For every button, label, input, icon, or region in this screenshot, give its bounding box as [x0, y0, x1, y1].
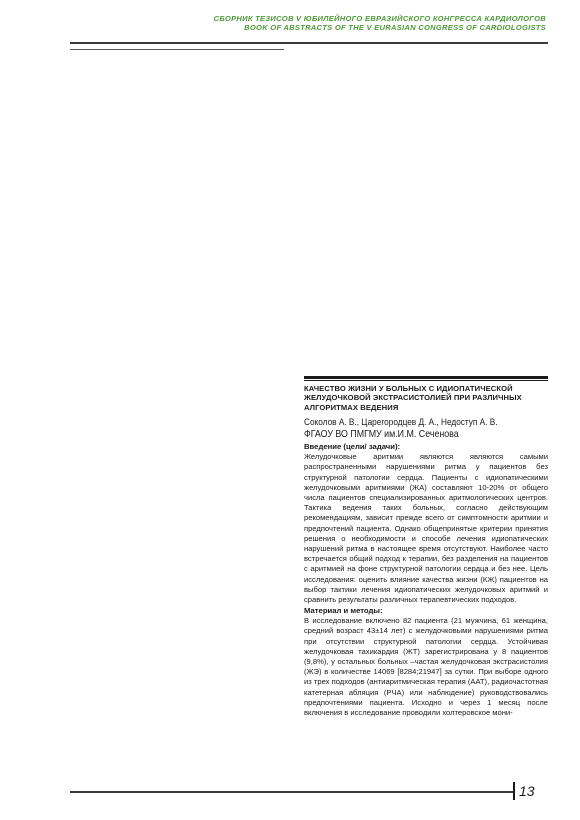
page-number: 13 [519, 783, 535, 799]
running-header [214, 14, 546, 32]
title-rule-thick [304, 376, 548, 379]
left-column-divider [70, 49, 284, 50]
title-rule-thin [304, 380, 548, 381]
abstract-title: КАЧЕСТВО ЖИЗНИ У БОЛЬНЫХ С ИДИОПАТИЧЕСКОЙ ЖЕЛУДОЧКОВОЙ ЭКСТРАСИСТОЛИЕЙ ПРИ РАЗЛИЧНЫХ АЛГОРИТМАХ ВЕДЕНИЯ [304, 384, 522, 412]
methods-heading: Материал и методы: [304, 606, 383, 616]
abstract-authors: Соколов А. В., Царегородцев Д. А., Недоступ А. В. [304, 417, 498, 429]
abstract-column [304, 376, 548, 718]
header-divider [70, 42, 548, 44]
footer-divider [70, 791, 513, 793]
header-title-ru: СБОРНИК ТЕЗИСОВ V ЮБИЛЕЙНОГО ЕВРАЗИЙСКОГО КОНГРЕССА КАРДИОЛОГОВ [213, 14, 546, 23]
header-title-en: BOOK OF ABSTRACTS OF THE V EURASIAN CONGRESS OF CARDIOLOGISTS [244, 23, 546, 32]
abstract-affiliation: ФГАОУ ВО ПМГМУ им.И.М. Сеченова [304, 429, 459, 441]
methods-paragraph: В исследование включено 82 пациента (21 мужчина, 61 женщина, средний возраст 43±14 лет) с желудочковыми нарушениями ритма при отсутствии структурной патологии сердца. Устойчивая желудочковая тахикардия (ЖТ) зарегистрирована у 8 пациентов (9,8%), у остальных больных –частая желудочковая экстрасистолия (ЖЭ) в количестве 14069 [8284;21947] за сутки. При выборе одного из трех подходов (антиаритмическая терапия (ААТ), радиочастотная катетерная абляция (РЧА) или наблюдение) руководствовались предпочтениями пациента. Исходно и через 1 месяц после включения в исследование проводили холтеровское мони- [304, 616, 548, 718]
intro-paragraph: Желудочковые аритмии являются являются самыми распространенными нарушениями ритма у пациентов без структурной патологии сердца. Пациенты с идиопатическими желудочковыми аритмиями (ЖА) составляют 10-20% от общего числа пациентов специализированных аритмологических центров. Тактика ведения таких больных, согласно действующим рекомендациям, зависит прежде всего от симптомности аритмии и предпочтений пациента. Однако общепринятые критерии принятия решения о необходимости и способе лечения идиопатических нарушений ритма в настоящее время отсутствуют. Наиболее часто встречается общий подход к терапии, без разделения на пациентов с аритмией на фоне структурной патологии сердца и без нее. Цель исследования: оценить влияние качества жизни (КЖ) пациентов на выбор тактики лечения идиопатических желудочковых аритмий и сравнить результаты различных терапевтических подходов. [304, 452, 548, 605]
page-number-separator [513, 782, 515, 800]
intro-heading: Введение (цели/ задачи): [304, 442, 401, 452]
